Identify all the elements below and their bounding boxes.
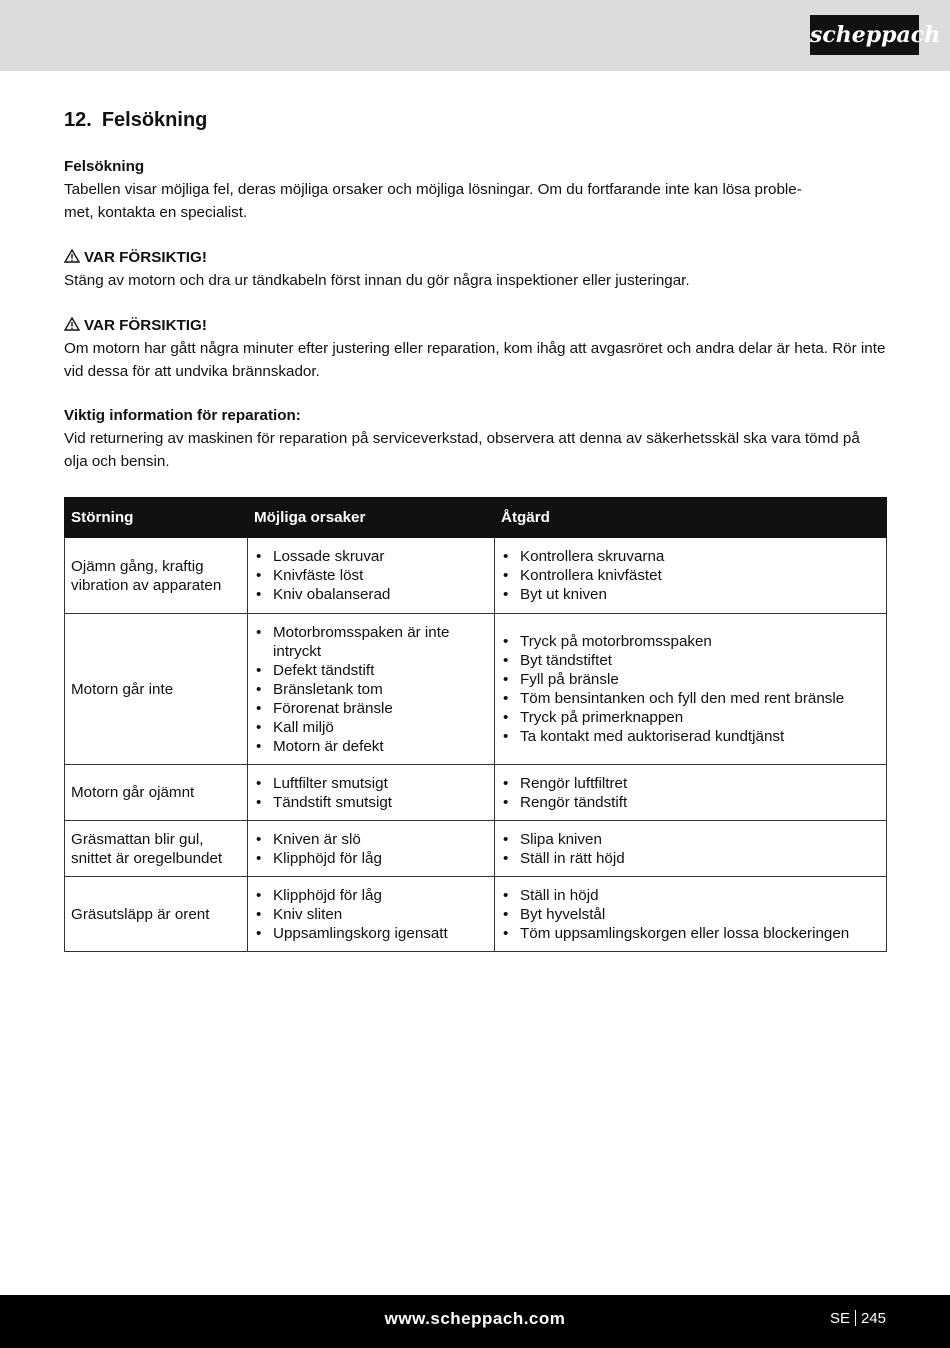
causes-cell	[248, 614, 495, 765]
causes-list	[254, 774, 488, 812]
troubleshooting-table	[64, 497, 887, 952]
fault-cell: Motorn går inte	[65, 614, 248, 765]
fault-cell: Gräsmattan blir gul, snittet är oregelbundet	[65, 821, 248, 877]
footer-page-number: 245	[860, 1310, 886, 1327]
actions-list	[501, 886, 880, 943]
fault-cell: Gräsutsläpp är orent	[65, 877, 248, 952]
action-item: • Byt tändstiftet	[501, 651, 880, 670]
action-item: • Tryck på motorbromsspaken	[501, 632, 880, 651]
repair-info-heading: Viktig information för reparation:	[64, 407, 301, 424]
page-footer	[0, 1295, 950, 1348]
action-item: • Kontrollera skruvarna	[501, 547, 880, 566]
cause-item: • Kniv sliten	[254, 905, 488, 924]
column-header-action: Åtgärd	[495, 498, 887, 538]
scheppach-logo: scheppach	[810, 15, 919, 55]
footer-language: SE	[829, 1310, 850, 1327]
action-item: • Kontrollera knivfästet	[501, 566, 880, 585]
cause-item: • Klipphöjd för låg	[254, 886, 488, 905]
warning-1-title-text: VAR FÖRSIKTIG!	[84, 249, 207, 266]
cause-item: • Lossade skruvar	[254, 547, 488, 566]
cause-item: • Motorn är defekt	[254, 737, 488, 756]
action-item: • Tryck på primerknappen	[501, 708, 880, 727]
causes-cell	[248, 821, 495, 877]
table-row	[65, 877, 887, 952]
causes-list	[254, 547, 488, 604]
intro-text: Tabellen visar möjliga fel, deras möjliga orsaker och möjliga lösningar. Om du fortfarande inte kan lösa proble- met, kontakta en specialist.	[64, 181, 802, 221]
cause-item: • Uppsamlingskorg igensatt	[254, 924, 488, 943]
warning-triangle-icon	[64, 249, 80, 263]
table-body	[65, 538, 887, 952]
causes-cell	[248, 877, 495, 952]
table-row	[65, 765, 887, 821]
warning-triangle-icon	[64, 317, 80, 331]
action-item: • Byt hyvelstål	[501, 905, 880, 924]
actions-cell	[495, 614, 887, 765]
footer-website-link[interactable]: www.scheppach.com	[384, 1309, 566, 1328]
column-header-causes: Möjliga orsaker	[248, 498, 495, 538]
cause-item: • Tändstift smutsigt	[254, 793, 488, 812]
footer-separator	[855, 1310, 856, 1326]
cause-item: • Defekt tändstift	[254, 661, 488, 680]
warning-1-text: Stäng av motorn och dra ur tändkabeln först innan du gör några inspektioner eller justeringar.	[64, 272, 690, 289]
table-row	[65, 821, 887, 877]
cause-item: • Kniven är slö	[254, 830, 488, 849]
action-item: • Rengör tändstift	[501, 793, 880, 812]
footer-page-indicator	[830, 1310, 886, 1327]
cause-item: • Luftfilter smutsigt	[254, 774, 488, 793]
page-header-bar	[0, 0, 950, 71]
actions-list	[501, 547, 880, 604]
column-header-fault: Störning	[65, 498, 248, 538]
warning-2-title-text: VAR FÖRSIKTIG!	[84, 317, 207, 334]
actions-list	[501, 774, 880, 812]
repair-info-text: Vid returnering av maskinen för reparation på serviceverkstad, observera att denna av säkerhetsskäl ska vara tömd på olja och bensin.	[64, 430, 860, 470]
causes-cell	[248, 538, 495, 614]
section-number: 12.	[64, 109, 92, 131]
action-item: • Byt ut kniven	[501, 585, 880, 604]
action-item: • Ställ in rätt höjd	[501, 849, 880, 868]
causes-list	[254, 830, 488, 868]
section-title-text: Felsökning	[101, 109, 208, 131]
action-item: • Fyll på bränsle	[501, 670, 880, 689]
table-header-row	[65, 498, 887, 538]
actions-cell	[495, 765, 887, 821]
actions-cell	[495, 538, 887, 614]
cause-item: • Förorenat bränsle	[254, 699, 488, 718]
actions-list	[501, 632, 880, 746]
table-row	[65, 538, 887, 614]
fault-cell: Motorn går ojämnt	[65, 765, 248, 821]
cause-item: • Knivfäste löst	[254, 566, 488, 585]
action-item: • Ta kontakt med auktoriserad kundtjänst	[501, 727, 880, 746]
actions-cell	[495, 821, 887, 877]
action-item: • Töm bensintanken och fyll den med rent bränsle	[501, 689, 880, 708]
intro-heading: Felsökning	[64, 158, 145, 175]
actions-list	[501, 830, 880, 868]
action-item: • Rengör luftfiltret	[501, 774, 880, 793]
warning-2-title	[64, 314, 886, 337]
cause-item: • Motorbromsspaken är inte intryckt	[254, 623, 488, 661]
cause-item: • Bränsletank tom	[254, 680, 488, 699]
action-item: • Slipa kniven	[501, 830, 880, 849]
action-item: • Töm uppsamlingskorgen eller lossa blockeringen	[501, 924, 880, 943]
cause-item: • Klipphöjd för låg	[254, 849, 488, 868]
warning-1-title	[64, 246, 886, 269]
cause-item: • Kniv obalanserad	[254, 585, 488, 604]
fault-cell: Ojämn gång, kraftig vibration av apparaten	[65, 538, 248, 614]
causes-list	[254, 886, 488, 943]
cause-item: • Kall miljö	[254, 718, 488, 737]
causes-cell	[248, 765, 495, 821]
actions-cell	[495, 877, 887, 952]
warning-2-text: Om motorn har gått några minuter efter justering eller reparation, kom ihåg att avgasröret och andra delar är heta. Rör inte vid dessa för att undvika brännskador.	[64, 340, 886, 380]
section-title	[64, 108, 207, 132]
causes-list	[254, 623, 488, 756]
table-row	[65, 614, 887, 765]
action-item: • Ställ in höjd	[501, 886, 880, 905]
